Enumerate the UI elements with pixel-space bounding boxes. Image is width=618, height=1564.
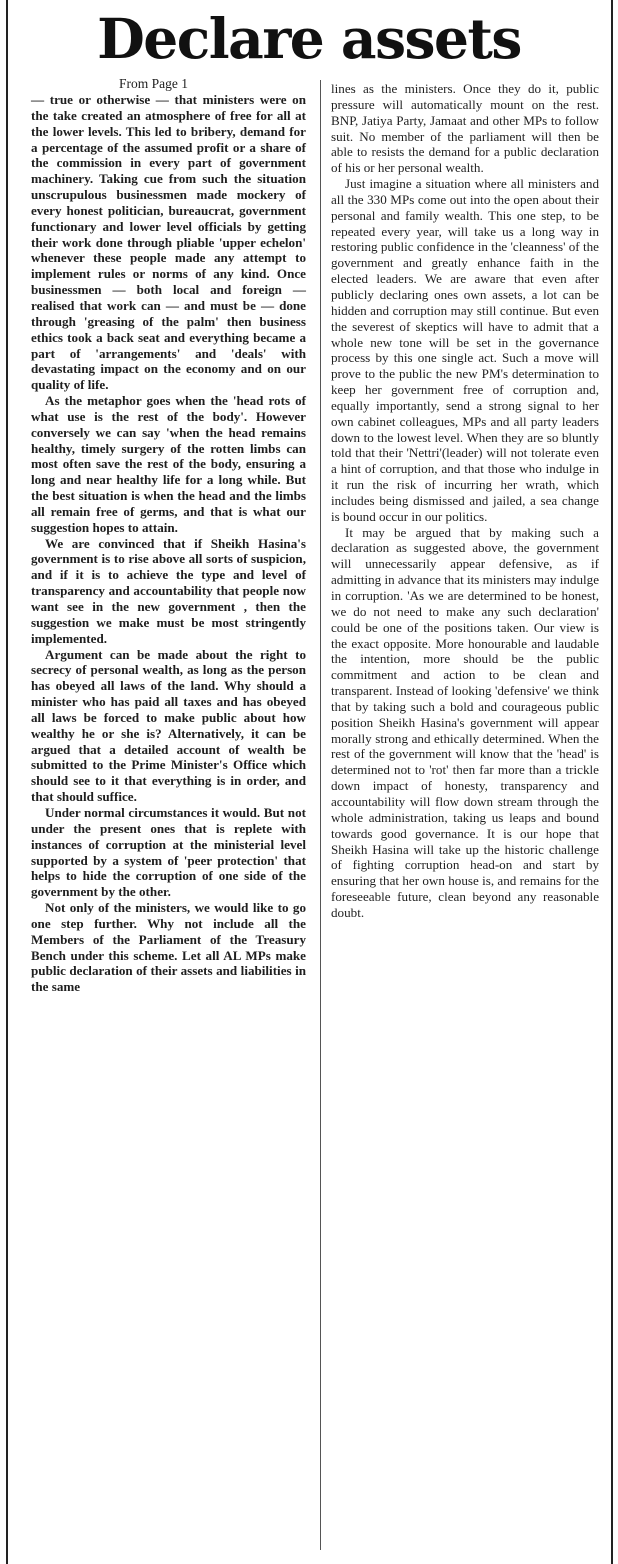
article-column-right [331, 81, 599, 921]
jump-line: From Page 1 [119, 76, 188, 91]
paragraph: It may be argued that by making such a declaration as suggested above, the government will unnecessarily appear defensive, as if admitting in advance that its ministers may indulge in corruption. 'As we are determined to be honest, we do not need to make any such declaration' could be one of the positions taken. Our view is the exact opposite. More honourable and laudable the intention, more should be the public commitment and action to be clean and transparent. Instead of looking 'defensive' we think that by taking such a bold and courageous public position Sheikh Hasina's government will appear morally strong and ethically determined. When the rest of the government will know that the 'head' is determined not to 'rot' then far more than a trickle down impact of honesty, transparency and accountability will flow down stream through the whole administration, taking us leaps and bound towards good governance. It is our hope that Sheikh Hasina will take up the historic challenge of fighting corruption head-on and start by ensuring that her own house is, and remains for the foreseeable future, clean beyond any reasonable doubt. [331, 524, 600, 920]
paragraph: Just imagine a situation where all ministers and all the 330 MPs come out into the open about their personal and family wealth. This one step, to be repeated every year, will take us a long way in restoring public confidence in the 'cleanness' of the government and greatly enhance faith in the elected leaders. We are aware that even after publicly declaring ones own assets, a lot can be hidden and corruption may still continue. But even the severest of skeptics will have to admit that a whole new tone will be set in the governance process by this one single act. Such a move will prove to the public the new PM's determination to keep her government free of corruption and, equally importantly, send a strong signal to her own cabinet colleagues, MPs and all party leaders down to the lowest level. When they are so bluntly told that their 'Nettri'(leader) will not tolerate even a hint of corruption, and that those who indulge in it run the risk of incurring her wrath, which includes being dismissed and jailed, a sea change is bound occur in our politics. [331, 176, 599, 524]
paragraph: Not only of the ministers, we would like to go one step further. Why not include all the Members of the Parliament of the Treasury Bench under this scheme. Let all AL MPs make public declaration of their assets and liabilities in the same [31, 900, 306, 995]
article-column-left [31, 76, 306, 995]
paragraph: lines as the ministers. Once they do it, public pressure will automatically mount on the rest. BNP, Jatiya Party, Jamaat and other MPs to follow suit. No member of the parliament will then be able to resists the demand for a public declaration of his or her personal wealth. [331, 81, 599, 176]
paragraph: Argument can be made about the right to secrecy of personal wealth, as long as the person has obeyed all laws of the land. Why should a minister who has paid all taxes and has obeyed all laws be forced to make public about how wealthy he or she is? Alternatively, it can be argued that a detailed account of wealth be submitted to the Prime Minister's Office which should see to it that everything is in order, and that should suffice. [31, 646, 306, 805]
paragraph: We are convinced that if Sheikh Hasina's government is to rise above all sorts of suspicion, and if it is to achieve the type and level of transparency and accountability that people now want see in the new government , then the suggestion we make must be most stringently implemented. [31, 535, 306, 646]
left-border-rule [6, 0, 8, 1564]
right-border-rule [611, 0, 613, 1564]
paragraph: — true or otherwise — that ministers were on the take created an atmosphere of free for all at the lower levels. This led to bribery, demand for a percentage of the assumed profit or a share of the commission in every part of government machinery. Taking cue from such the situation unscrupulous businessmen made mockery of every honest politician, bureaucrat, government functionary and lower level officials by getting their work done through pliable 'upper echelon' whenever these people made any attempt to implement rules or norms of any kind. Once businessmen — both local and foreign — realised that work can — and must be — done through 'greasing of the palm' then business ethics took a back seat and everything became a part of 'arrangements' and 'deals' with devastating impact on the economy and on our quality of life. [31, 92, 306, 393]
paragraph: Under normal circumstances it would. But not under the present ones that is replete with instances of corruption at the ministerial level supported by a system of 'peer protection' that helps to hide the corruption of one side of the government by the other. [31, 804, 306, 900]
column-divider [320, 80, 321, 1550]
headline: Declare assets [97, 6, 521, 71]
paragraph: As the metaphor goes when the 'head rots of what use is the rest of the body'. However conversely we can say 'when the head remains healthy, timely surgery of the rotten limbs can most often save the rest of the body, ensuring a long and near healthy life for a long while. But the best situation is when the head and the limbs all remain free of germs, and that is what our suggestion hopes to attain. [31, 393, 306, 535]
